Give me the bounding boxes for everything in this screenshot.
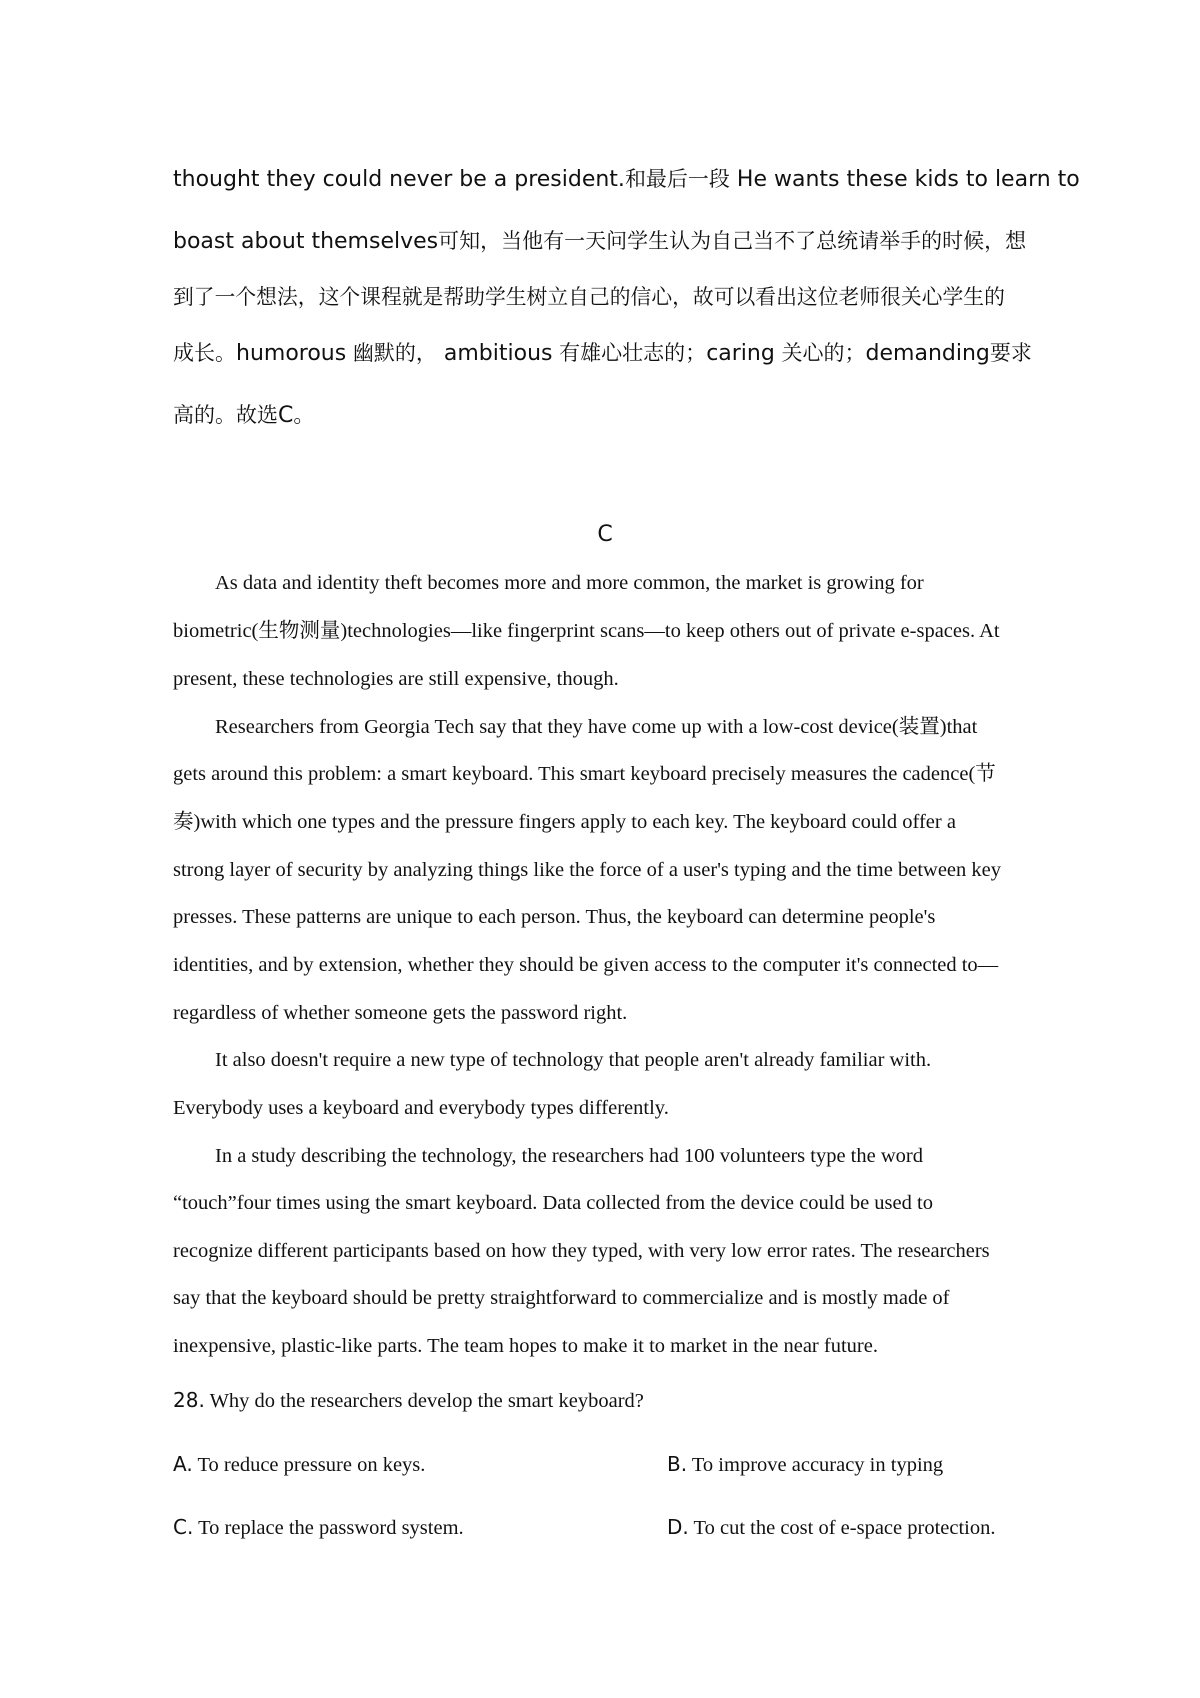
explanation-text: 幽默的， (346, 341, 437, 365)
option-letter: A. (173, 1452, 193, 1476)
option-letter: B. (667, 1452, 688, 1476)
passage-line: present, these technologies are still expensive, though. (173, 668, 619, 690)
explanation-text: thought they could never be a president. (173, 167, 625, 192)
passage-line: recognize different participants based on how they typed, with very low error rates. The researchers (173, 1240, 990, 1262)
question-28 (173, 1386, 644, 1415)
passage-line: In a study describing the technology, the researchers had 100 volunteers type the word (215, 1145, 923, 1167)
explanation-text: 高的。故选 (173, 403, 278, 427)
option-text: To cut the cost of e-space protection. (688, 1517, 996, 1539)
passage-line: Researchers from Georgia Tech say that they have come up with a low-cost device(装置)that (215, 716, 978, 738)
passage-line: inexpensive, plastic-like parts. The team hopes to make it to market in the near future. (173, 1335, 878, 1357)
explanation-text: ambitious (436, 341, 553, 366)
explanation-text: 可知，当他有一天问学生认为自己当不了总统请举手的时候，想 (438, 229, 1027, 253)
option-b[interactable] (667, 1450, 943, 1479)
passage-line: Everybody uses a keyboard and everybody types differently. (173, 1097, 669, 1119)
explanation-text: 有雄心壮志的； (552, 341, 707, 365)
question-text: Why do the researchers develop the smart keyboard? (204, 1390, 644, 1412)
option-text: To replace the password system. (193, 1517, 464, 1539)
explanation-line-5 (173, 400, 1037, 431)
explanation-line-2 (173, 226, 1037, 257)
explanation-line-4 (173, 338, 1037, 369)
option-c[interactable] (173, 1513, 464, 1542)
explanation-text: 要求 (989, 341, 1032, 365)
explanation-text: 成长。 (173, 341, 236, 365)
question-number: 28. (173, 1388, 205, 1412)
passage-line: It also doesn't require a new type of technology that people aren't already familiar with. (215, 1049, 932, 1071)
passage-line: gets around this problem: a smart keyboard. This smart keyboard precisely measures the cadence(节 (173, 763, 996, 785)
explanation-text: demanding (865, 341, 990, 366)
passage-line: strong layer of security by analyzing things like the force of a user's typing and the time between key (173, 859, 1001, 881)
explanation-text: 。 (293, 403, 315, 427)
option-text: To reduce pressure on keys. (192, 1454, 426, 1476)
option-letter: D. (667, 1515, 689, 1539)
passage-line: regardless of whether someone gets the password right. (173, 1002, 628, 1024)
section-heading: C (597, 522, 613, 547)
option-letter: C. (173, 1515, 194, 1539)
option-d[interactable] (667, 1513, 996, 1542)
explanation-text: caring (706, 341, 775, 366)
passage-line: biometric(生物测量)technologies—like fingerprint scans—to keep others out of private e-spaces. At (173, 620, 1000, 642)
passage-line: identities, and by extension, whether they should be given access to the computer it's connected to— (173, 954, 999, 976)
passage-line: “touch”four times using the smart keyboard. Data collected from the device could be used to (173, 1192, 933, 1214)
option-a[interactable] (173, 1450, 425, 1479)
passage-line: As data and identity theft becomes more and more common, the market is growing for (215, 572, 924, 594)
explanation-text: He wants these kids to learn to (729, 167, 1080, 192)
passage-line: 奏)with which one types and the pressure fingers apply to each key. The keyboard could offer a (173, 811, 956, 833)
explanation-line-1 (173, 164, 1080, 195)
explanation-text: 和最后一段 (624, 167, 730, 191)
explanation-text: 关心的； (774, 341, 866, 365)
explanation-text: humorous (236, 341, 347, 366)
explanation-text: boast about themselves (173, 229, 439, 254)
explanation-text: C (278, 403, 294, 428)
explanation-line-3: 到了一个想法，这个课程就是帮助学生树立自己的信心，故可以看出这位老师很关心学生的 (173, 285, 1005, 309)
passage-line: presses. These patterns are unique to each person. Thus, the keyboard can determine people's (173, 906, 936, 928)
option-text: To improve accuracy in typing (687, 1454, 944, 1476)
passage-line: say that the keyboard should be pretty straightforward to commercialize and is mostly made of (173, 1287, 950, 1309)
